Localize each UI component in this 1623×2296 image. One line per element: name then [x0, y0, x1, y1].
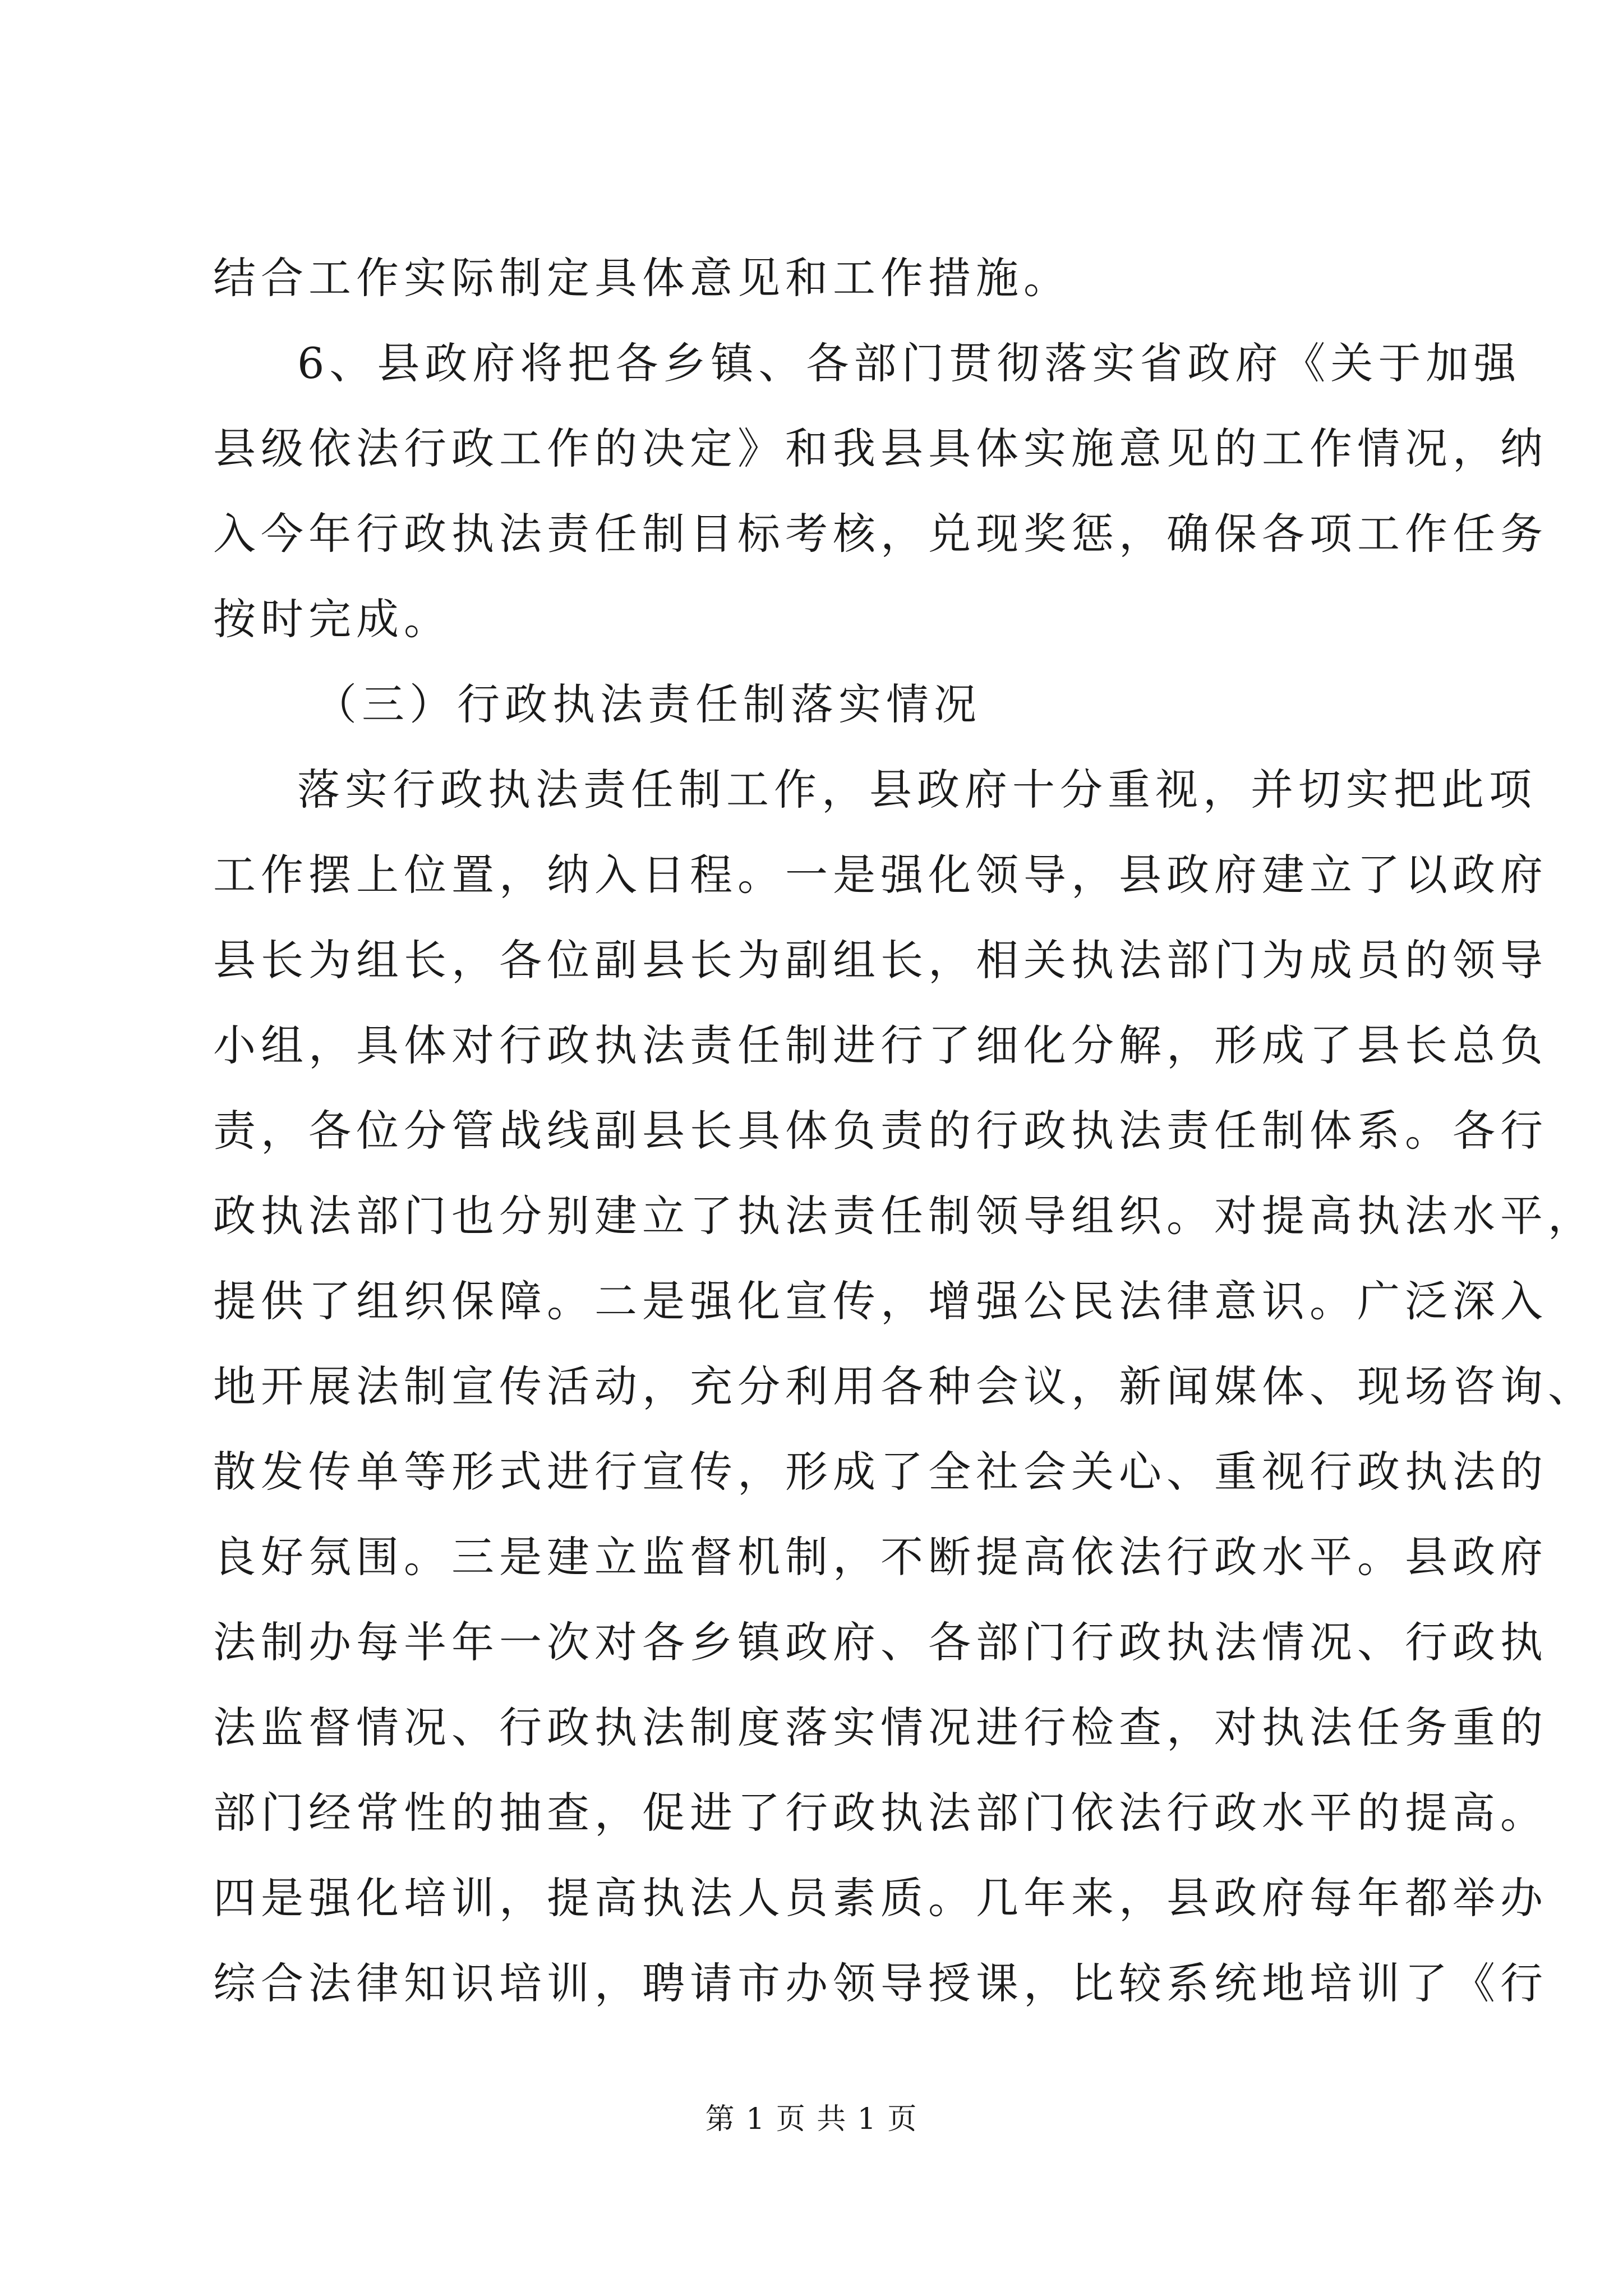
body-line: 政执法部门也分别建立了执法责任制领导组织。对提高执法水平， [213, 1191, 1596, 1241]
section-heading: （三）行政执法责任制落实情况 [314, 679, 981, 729]
body-line: 小组，具体对行政执法责任制进行了细化分解，形成了县长总负 [213, 1020, 1548, 1070]
body-line: 结合工作实际制定具体意见和工作措施。 [213, 253, 1071, 303]
body-line: 部门经常性的抽查，促进了行政执法部门依法行政水平的提高。 [213, 1788, 1548, 1838]
body-line: 责，各位分管战线副县长具体负责的行政执法责任制体系。各行 [213, 1106, 1548, 1156]
body-line: 地开展法制宣传活动，充分利用各种会议，新闻媒体、现场咨询、 [213, 1361, 1596, 1411]
body-line: 综合法律知识培训，聘请市办领导授课，比较系统地培训了《行 [213, 1958, 1548, 2008]
body-line: 县长为组长，各位副县长为副组长，相关执法部门为成员的领导 [213, 935, 1548, 985]
body-line: 按时完成。 [213, 594, 451, 644]
body-line: 工作摆上位置，纳入日程。一是强化领导，县政府建立了以政府 [213, 850, 1548, 900]
paragraph-line: 落实行政执法责任制工作，县政府十分重视，并切实把此项 [297, 765, 1537, 815]
body-line: 提供了组织保障。二是强化宣传，增强公民法律意识。广泛深入 [213, 1276, 1548, 1326]
body-line: 入今年行政执法责任制目标考核，兑现奖惩，确保各项工作任务 [213, 509, 1548, 559]
body-line: 法监督情况、行政执法制度落实情况进行检查，对执法任务重的 [213, 1703, 1548, 1752]
body-line: 四是强化培训，提高执法人员素质。几年来，县政府每年都举办 [213, 1873, 1548, 1923]
body-line: 县级依法行政工作的决定》和我县具体实施意见的工作情况，纳 [213, 424, 1548, 473]
paragraph-line: 6、县政府将把各乡镇、各部门贯彻落实省政府《关于加强 [297, 338, 1521, 388]
page-footer: 第 1 页 共 1 页 [705, 2102, 918, 2136]
body-line: 法制办每半年一次对各乡镇政府、各部门行政执法情况、行政执 [213, 1617, 1548, 1667]
body-line: 散发传单等形式进行宣传，形成了全社会关心、重视行政执法的 [213, 1447, 1548, 1497]
body-line: 良好氛围。三是建立监督机制，不断提高依法行政水平。县政府 [213, 1532, 1548, 1582]
